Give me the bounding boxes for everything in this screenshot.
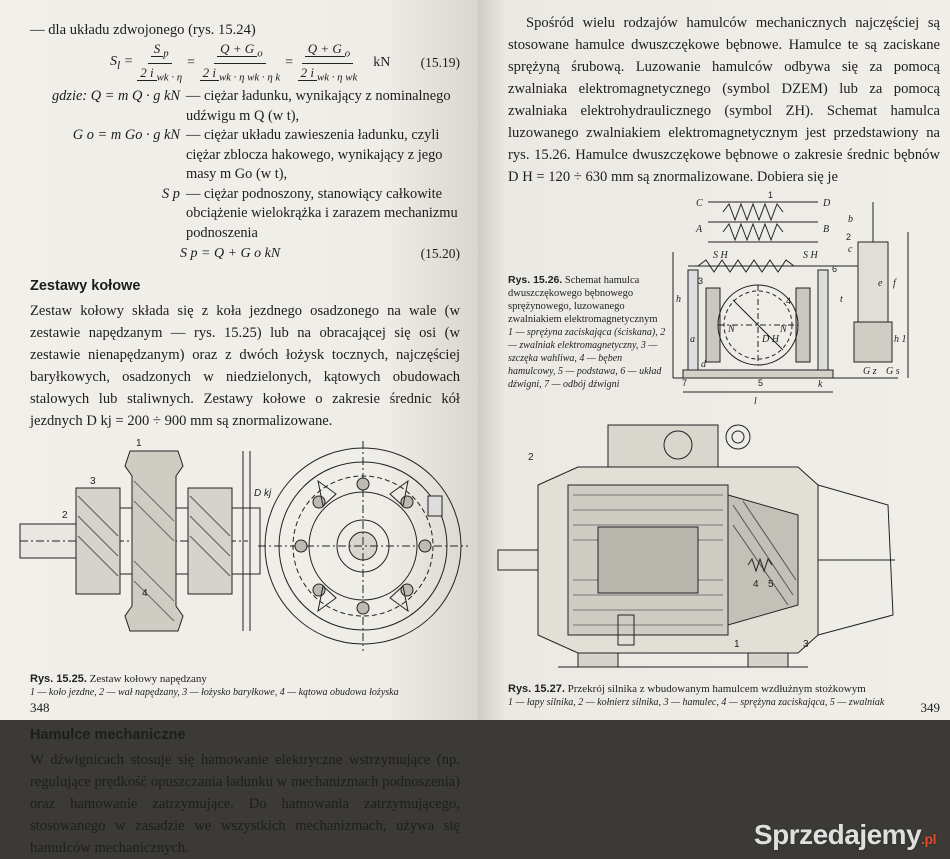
def-row-q: gdzie: Q = m Q · g kN — ciężar ładunku, wynikający z nominalnego udźwigu m Q (w t),: [51, 88, 451, 124]
svg-text:S H: S H: [713, 250, 728, 261]
svg-text:c: c: [848, 244, 853, 255]
svg-text:6: 6: [832, 264, 838, 274]
eq1-frac1: $\frac{S _p}{2 i _{wk \cdot \eta}}$: [137, 40, 182, 86]
svg-text:1: 1: [734, 639, 740, 650]
svg-text:3: 3: [803, 639, 809, 650]
svg-text:h 1: h 1: [894, 334, 907, 345]
page-number-right: 349: [920, 700, 940, 715]
svg-text:N: N: [728, 324, 735, 335]
svg-text:D: D: [823, 198, 831, 209]
svg-text:A: A: [696, 224, 703, 235]
svg-text:2: 2: [846, 232, 852, 242]
paragraph-zestawy: Zestaw kołowy składa się z koła jezdnego osadzonego na wale (w zestawie napędzanym — rys. 15.25) lub na obracającej się osi (w zestawie nienapędzanym) oraz z dwóch łożysk tocznych, najczęściej baryłkowych, osadzonych w niedzielonych, kątowych obudowach stalowych lub staliwnych. Zestawy kołowe o zakresie średnic kół jezdnych D kj = 200 ÷ 900 mm są znormalizowane.: [30, 303, 460, 429]
equation-15-19: $S_l$ = $\frac{S _p}{2 i _{wk \cdot \eta}}$ = $\frac{Q + G _o}{2 i _{wk \cdot \eta wk \cdot \eta k}}$ = $\frac{Q + G _o}{2 i _{wk \cdot \eta wk}}$ kN (15.19): [110, 43, 460, 83]
caption-15-26: Rys. 15.26. Schemat hamulca dwuszczękowego bębnowego sprężynowego, luzowanego zwalniakiem elektromagnetycznym 1 — sprężyna zaciskająca (ściskana), 2 — zwalniak elektromagnetyczny, 3 — szczęka wahliwa, 4 — bęben hamulcowy, 5 — podstawa, 6 — układ dźwigni, 7 — odbój dźwigni: [508, 274, 666, 390]
figure-15-25: [18, 436, 448, 671]
fig25-callout-1: 1: [136, 438, 142, 449]
eq1-frac2: $\frac{Q + G _o}{2 i _{wk \cdot \eta wk \cdot \eta k}}$: [200, 40, 281, 86]
svg-text:h: h: [676, 294, 681, 305]
svg-text:f: f: [893, 278, 896, 289]
svg-text:7: 7: [682, 378, 688, 388]
svg-text:e: e: [878, 278, 883, 289]
fig25-callout-4: 4: [142, 588, 148, 599]
definitions: [30, 87, 460, 243]
svg-text:4: 4: [753, 579, 759, 590]
svg-text:1: 1: [768, 190, 774, 200]
intro-line: — dla układu zdwojonego (rys. 15.24): [30, 22, 256, 38]
svg-text:C: C: [696, 198, 703, 209]
def-row-go: G o = m Go · g kN — ciężar układu zawieszenia ładunku, czyli ciężar zblocza hakowego, wynikający z jego masy m Go (w t),: [72, 127, 443, 182]
paragraph-spośród: Spośród wielu rodzajów hamulców mechanicznych najczęściej są stosowane hamulce dwuszczękowe bębnowe. Hamulce te są zaciskane sprężyną śrubową. Luzowanie hamulców odbywa się za pomocą zwalniaka elektromagnetycznego (symbol DZEM) lub za pomocą zwalniaka elektrohydraulicznego (symbol ZH). Schemat hamulca luzowanego zwalniakiem elektromagnetycznym jest przedstawiony na rys. 15.26. Hamulce dwuszczękowe bębnowe o zakresie średnic bębnów D H = 120 ÷ 630 mm są znormalizowane. Dobiera się je: [508, 15, 940, 185]
caption-15-25: Rys. 15.25. Zestaw kołowy napędzany 1 — koło jezdne, 2 — wał napędzany, 3 — łożysko baryłkowe, 4 — kątowa obudowa łożyska: [30, 673, 399, 698]
svg-text:a: a: [690, 334, 695, 345]
svg-text:k: k: [818, 379, 823, 390]
fig25-dim-label: D kj: [254, 488, 272, 499]
caption-15-27: Rys. 15.27. Przekrój silnika z wbudowanym hamulcem wzdłużnym stożkowym 1 — łapy silnika, 2 — kołnierz silnika, 3 — hamulec, 4 — sprężyna zaciskająca, 5 — zwalniak: [508, 683, 885, 708]
svg-text:N: N: [780, 324, 787, 335]
svg-text:t: t: [840, 294, 843, 305]
svg-text:b: b: [848, 214, 853, 225]
svg-text:S H: S H: [803, 250, 818, 261]
svg-text:G s: G s: [886, 366, 900, 377]
watermark-logo: Sprzedajemy.pl: [753, 819, 936, 850]
fig25-callout-2: 2: [62, 510, 68, 521]
svg-text:3: 3: [698, 276, 704, 286]
section-heading-hamulce: Hamulce mechaniczne: [30, 727, 186, 743]
svg-text:5: 5: [758, 378, 764, 388]
page-number-left: 348: [30, 700, 50, 715]
section-heading-zestawy: Zestawy kołowe: [30, 278, 141, 294]
equation-15-20: S p = Q + G o kN (15.20): [180, 246, 460, 261]
right-page: [478, 0, 950, 720]
svg-text:2: 2: [528, 452, 534, 463]
figure-15-26: [668, 192, 930, 407]
paragraph-hamulce: W dźwignicach stosuje się hamowanie elektryczne wstrzymujące (np. regulujące prędkość opuszczania ładunku w mechanizmach podnoszenia) oraz hamowanie zatrzymujące. Do hamowania zatrzymującego, stosowanego w zasadzie we wszystkich mechanizmach, używa się hamulców mechanicznych.: [30, 752, 460, 856]
fig25-callout-3: 3: [90, 476, 96, 487]
eq1-frac3: $\frac{Q + G _o}{2 i _{wk \cdot \eta wk}}$: [298, 40, 358, 86]
svg-text:4: 4: [786, 296, 792, 306]
eq1-unit: kN: [373, 55, 391, 70]
eq1-lhs: $S_l$ =: [110, 54, 134, 72]
svg-text:D H: D H: [762, 334, 779, 345]
figure-15-27: [498, 415, 908, 685]
svg-text:B: B: [823, 224, 830, 235]
svg-text:5: 5: [768, 579, 774, 590]
svg-text:G z: G z: [863, 366, 877, 377]
def-row-sp: S p — ciężar podnoszony, stanowiący całkowite obciążenie wielokrążka i zarazem mechanizmu podnoszenia: [162, 185, 458, 241]
svg-text:l: l: [754, 396, 757, 407]
figure-15-26-block: [508, 192, 940, 407]
svg-text:d: d: [701, 359, 706, 370]
eq1-number: (15.19): [420, 55, 460, 70]
